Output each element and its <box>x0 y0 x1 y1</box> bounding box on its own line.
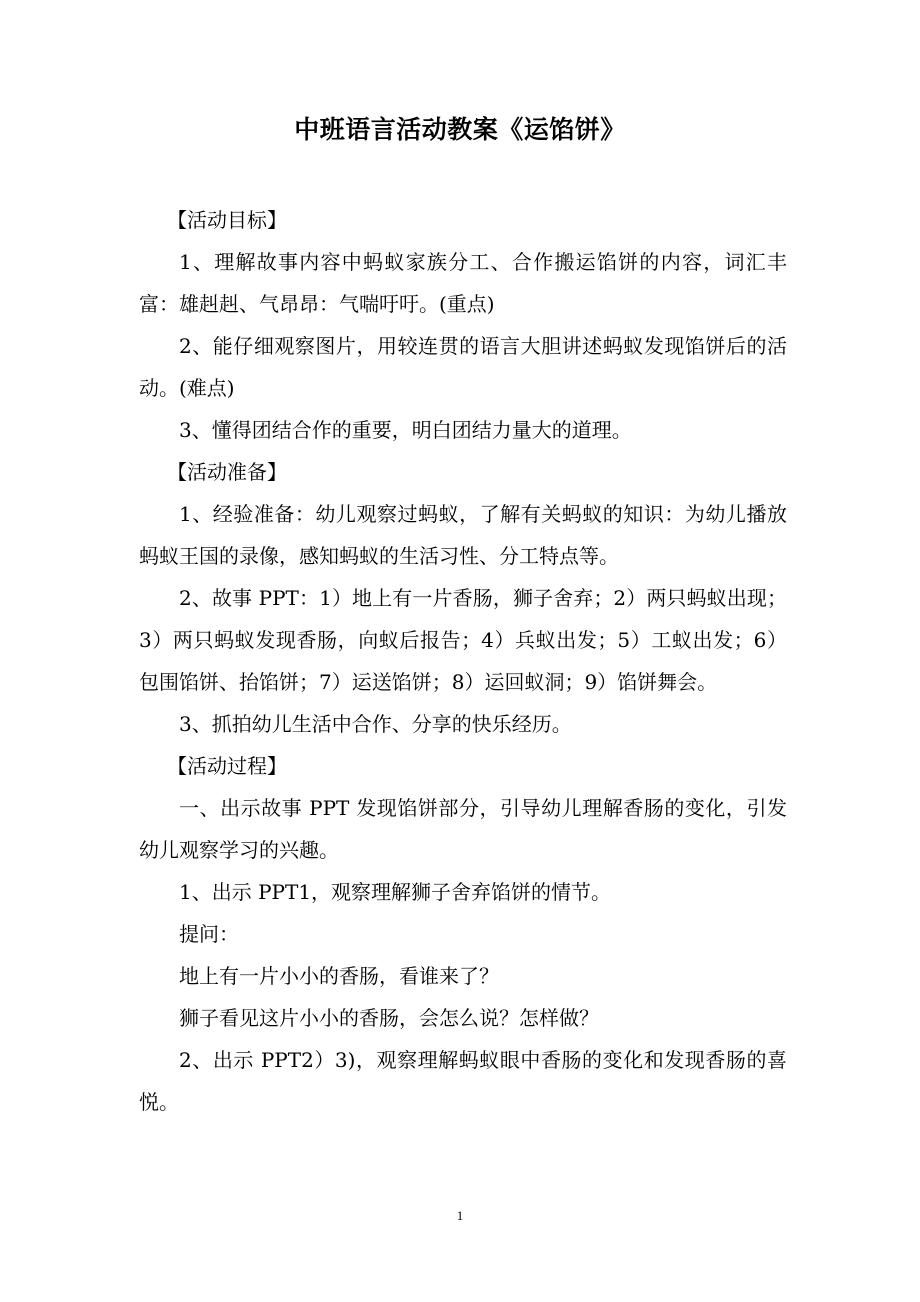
paragraph: 1、出示 PPT1，观察理解狮子舍弃馅饼的情节。 <box>179 880 612 904</box>
paragraph: 1、理解故事内容中蚂蚁家族分工、合作搬运馅饼的内容，词汇丰富：雄赳赳、气昂昂：气喘吁吁。(重点) <box>139 250 787 316</box>
document-body <box>139 199 787 1123</box>
paragraph: 3、懂得团结合作的重要，明白团结力量大的道理。 <box>179 418 632 442</box>
document-title: 中班语言活动教案《运馅饼》 <box>294 115 626 144</box>
paragraph: 1、经验准备：幼儿观察过蚂蚁，了解有关蚂蚁的知识：为幼儿播放蚂蚁王国的录像，感知蚂蚁的生活习性、分工特点等。 <box>139 502 787 568</box>
paragraph: 一、出示故事 PPT 发现馅饼部分，引导幼儿理解香肠的变化，引发幼儿观察学习的兴趣。 <box>139 796 787 862</box>
paragraph: 2、出示 PPT2）3)，观察理解蚂蚁眼中香肠的变化和发现香肠的喜悦。 <box>139 1048 787 1114</box>
paragraph: 狮子看见这片小小的香肠，会怎么说？怎样做？ <box>179 1006 599 1030</box>
section-heading-process: 【活动过程】 <box>167 754 287 778</box>
paragraph: 地上有一片小小的香肠，看谁来了？ <box>179 964 499 988</box>
page-number: 1 <box>456 1208 464 1223</box>
paragraph: 3、抓拍幼儿生活中合作、分享的快乐经历。 <box>179 712 572 736</box>
paragraph: 2、故事 PPT：1）地上有一片香肠，狮子舍弃；2）两只蚂蚁出现；3）两只蚂蚁发现香肠，向蚁后报告；4）兵蚁出发；5）工蚁出发；6）包围馅饼、抬馅饼；7）运送馅饼；8）运回蚁洞；9）馅饼舞会。 <box>139 586 787 694</box>
paragraph: 2、能仔细观察图片，用较连贯的语言大胆讲述蚂蚁发现馅饼后的活动。(难点) <box>139 334 787 400</box>
section-heading-preparation: 【活动准备】 <box>167 460 287 484</box>
paragraph: 提问： <box>179 922 239 946</box>
section-heading-goals: 【活动目标】 <box>167 208 287 232</box>
